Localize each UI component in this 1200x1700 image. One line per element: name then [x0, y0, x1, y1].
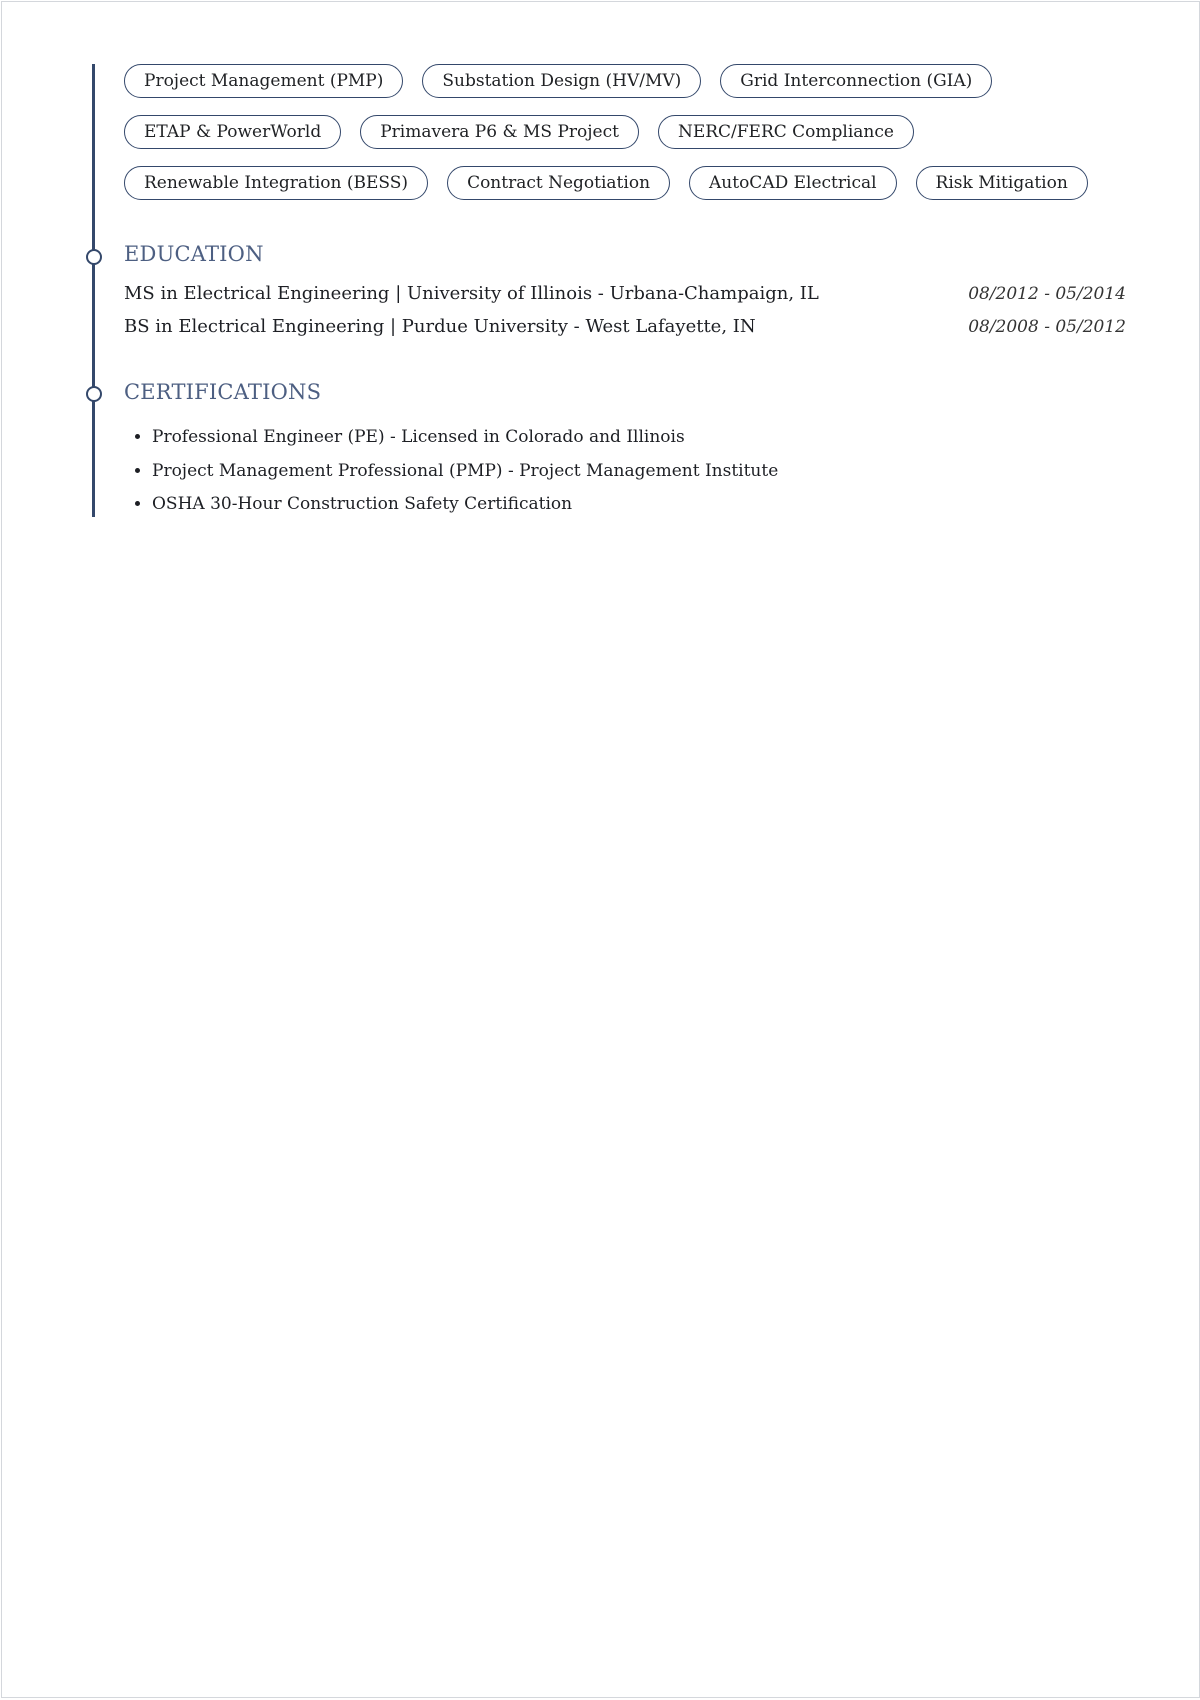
skill-tag: AutoCAD Electrical — [689, 166, 897, 200]
list-item: • Project Management Professional (PMP) - Project Management Institute — [152, 458, 778, 492]
skill-tag: NERC/FERC Compliance — [658, 115, 914, 149]
certifications-list — [124, 424, 778, 525]
skill-tag: Contract Negotiation — [447, 166, 670, 200]
education-entry — [124, 316, 1126, 337]
resume-page — [1, 1, 1200, 1698]
education-program — [124, 316, 756, 337]
timeline-line — [92, 64, 95, 517]
skill-tag: Substation Design (HV/MV) — [422, 64, 701, 98]
list-item: • OSHA 30-Hour Construction Safety Certification — [152, 491, 778, 525]
degree-name: MS in Electrical Engineering — [124, 283, 390, 304]
education-program — [124, 283, 819, 304]
skills-row-1 — [124, 64, 992, 98]
education-dates: 08/2008 - 05/2012 — [968, 317, 1126, 337]
skills-row-2 — [124, 115, 914, 149]
degree-name: BS in Electrical Engineering — [124, 316, 385, 337]
skill-tag: Risk Mitigation — [916, 166, 1088, 200]
school-name: | Purdue University - West Lafayette, IN — [384, 316, 756, 337]
skill-tag: Grid Interconnection (GIA) — [720, 64, 992, 98]
certifications-timeline-dot — [86, 386, 102, 402]
certifications-heading: CERTIFICATIONS — [124, 380, 322, 404]
education-entry — [124, 283, 1126, 304]
education-heading: EDUCATION — [124, 242, 264, 266]
education-timeline-dot — [86, 249, 102, 265]
skill-tag: ETAP & PowerWorld — [124, 115, 341, 149]
skill-tag: Renewable Integration (BESS) — [124, 166, 428, 200]
education-dates: 08/2012 - 05/2014 — [968, 284, 1126, 304]
list-item: • Professional Engineer (PE) - Licensed in Colorado and Illinois — [152, 424, 778, 458]
skill-tag: Primavera P6 & MS Project — [360, 115, 639, 149]
skill-tag: Project Management (PMP) — [124, 64, 403, 98]
school-name: | University of Illinois - Urbana-Champaign, IL — [389, 283, 819, 304]
skills-row-3 — [124, 166, 1088, 200]
